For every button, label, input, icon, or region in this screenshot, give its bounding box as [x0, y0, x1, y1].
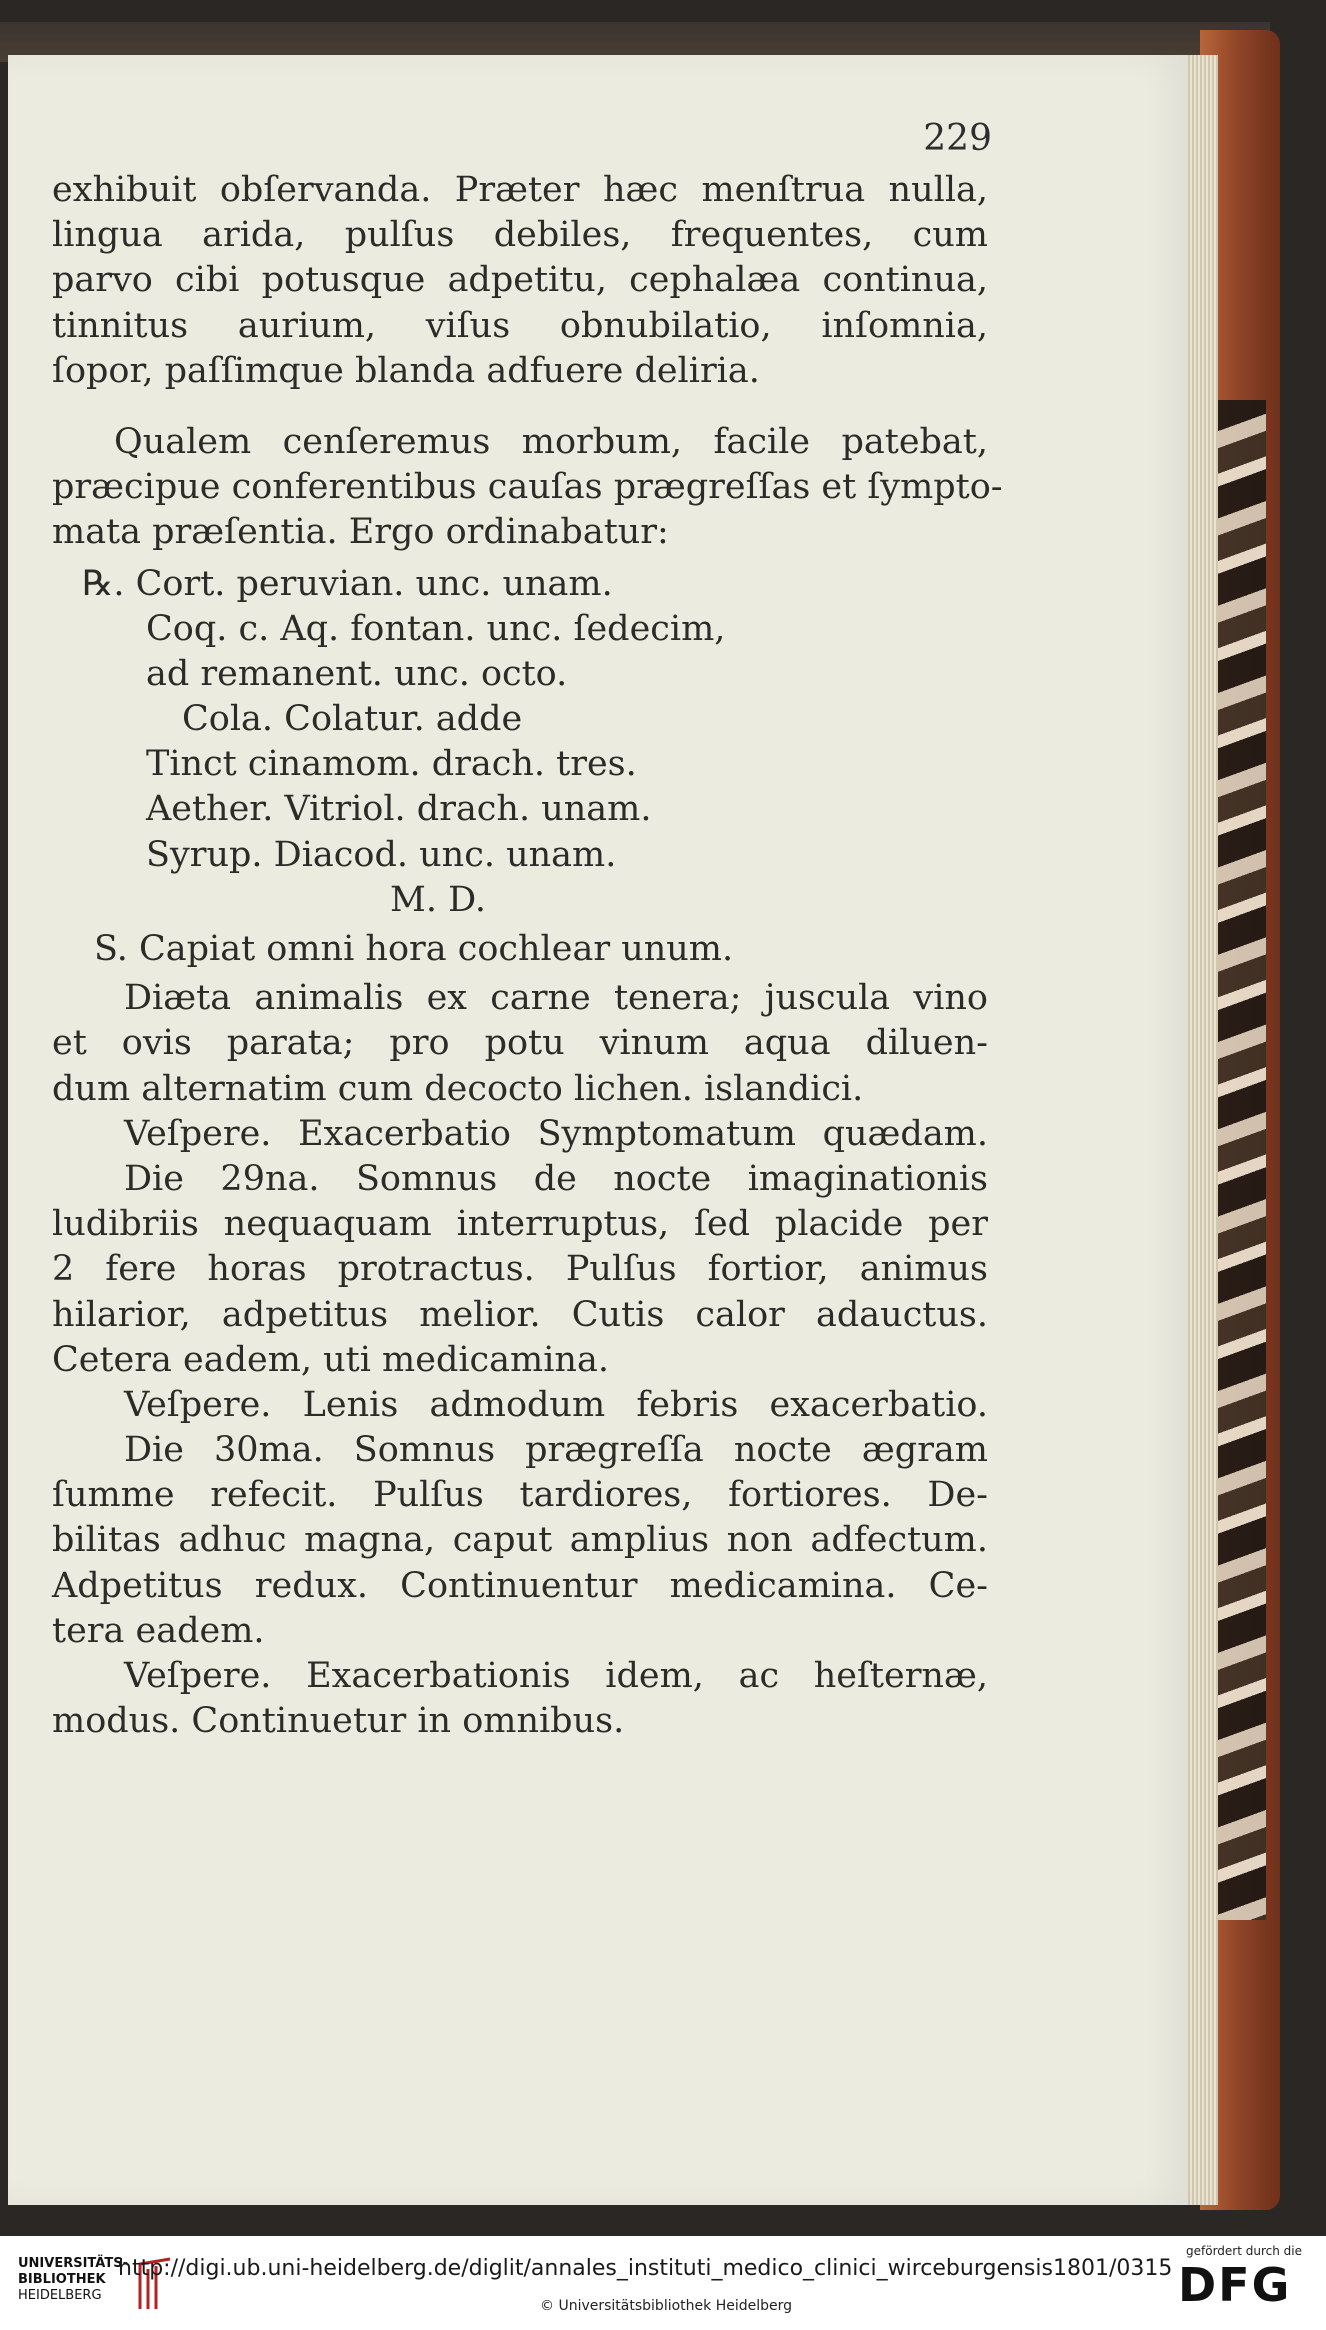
text-line: mata præſentia. Ergo ordinabatur:	[52, 512, 669, 553]
library-name-line: HEIDELBERG	[18, 2288, 102, 2303]
page-number: 229	[923, 118, 992, 159]
viewer-footer	[0, 2236, 1326, 2330]
paragraph-3	[52, 976, 988, 1744]
text-line: ſopor, paſſimque blanda adfuere deliria.	[52, 350, 760, 391]
text-line: bilitas adhuc magna, caput amplius non adfectum.	[52, 1520, 988, 1561]
text-line: Qualem cenſeremus morbum, facile patebat,	[114, 421, 988, 462]
text-line: exhibuit obſervanda. Præter hæc menſtrua nulla,	[52, 170, 988, 210]
recipe	[52, 562, 988, 924]
funding-note: gefördert durch die	[1186, 2244, 1302, 2258]
recipe-line: Cola. Colatur. adde	[182, 699, 523, 740]
text-line: tinnitus aurium, viſus obnubilatio, inſomnia,	[52, 305, 988, 346]
text-line: lingua arida, pulſus debiles, frequentes, cum	[52, 215, 988, 256]
recipe-line: Coq. c. Aq. fontan. unc. ſedecim,	[146, 608, 726, 649]
text-line: Diæta animalis ex carne tenera; juscula vino	[124, 978, 988, 1019]
text-line: Cetera eadem, uti medicamina.	[52, 1339, 609, 1380]
recipe-line: Aether. Vitriol. drach. unam.	[146, 789, 652, 830]
text-line: hilarior, adpetitus melior. Cutis calor adauctus.	[52, 1294, 988, 1335]
recipe-line: ad remanent. unc. octo.	[146, 653, 568, 694]
text-line: Die 30ma. Somnus prægreſſa nocte ægram	[124, 1430, 988, 1471]
copyright-notice: © Universitätsbibliothek Heidelberg	[540, 2298, 793, 2314]
text-line: dum alternatim cum decocto lichen. islandici.	[52, 1068, 864, 1109]
text-line: parvo cibi potusque adpetitu, cephalæa continua,	[52, 260, 988, 301]
text-line: tera eadem.	[52, 1610, 265, 1651]
library-logo-text	[18, 2256, 128, 2304]
recipe-line: M. D.	[390, 879, 487, 920]
signa-line: S. Capiat omni hora cochlear unum.	[94, 929, 734, 969]
text-line: Veſpere. Exacerbationis idem, ac heſternæ,	[124, 1656, 988, 1696]
text-line: et ovis parata; pro potu vinum aqua diluen-	[52, 1023, 988, 1064]
marbled-endpaper	[1216, 400, 1266, 1920]
paragraph-gap	[52, 394, 988, 420]
recipe-line: ℞. Cort. peruvian. unc. unam.	[82, 563, 613, 604]
text-line: ludibriis nequaquam interruptus, ſed placide per	[52, 1204, 988, 1245]
text-line: Veſpere. Lenis admodum febris exacerbatio.	[124, 1384, 988, 1425]
library-name-line: BIBLIOTHEK	[18, 2272, 106, 2287]
text-line: Adpetitus redux. Continuentur medicamina. Ce-	[52, 1565, 988, 1606]
permalink-url[interactable]: http://digi.ub.uni-heidelberg.de/diglit/annales_instituti_medico_clinici_wirceburgensis1801/0315	[118, 2256, 1173, 2281]
dfg-logo: DFG	[1178, 2258, 1292, 2312]
recipe-line: Syrup. Diacod. unc. unam.	[146, 834, 617, 875]
text-line: Die 29na. Somnus de nocte imaginationis	[124, 1158, 988, 1199]
text-line: ſumme refecit. Pulſus tardiores, fortiores. De-	[52, 1475, 988, 1516]
text-line: 2 fere horas protractus. Pulſus fortior, animus	[52, 1249, 988, 1290]
recipe-line: Tinct cinamom. drach. tres.	[146, 744, 637, 785]
page-text	[52, 168, 1003, 1744]
paragraph-1	[52, 168, 988, 394]
paragraph-2	[52, 420, 1003, 556]
text-line: Veſpere. Exacerbatio Symptomatum quædam.	[124, 1113, 988, 1154]
library-name-line: UNIVERSITÄTS-	[18, 2256, 128, 2271]
text-line: modus. Continuetur in omnibus.	[52, 1701, 625, 1742]
text-line: præcipue conferentibus cauſas prægreſſas et ſympto-	[52, 467, 1003, 508]
